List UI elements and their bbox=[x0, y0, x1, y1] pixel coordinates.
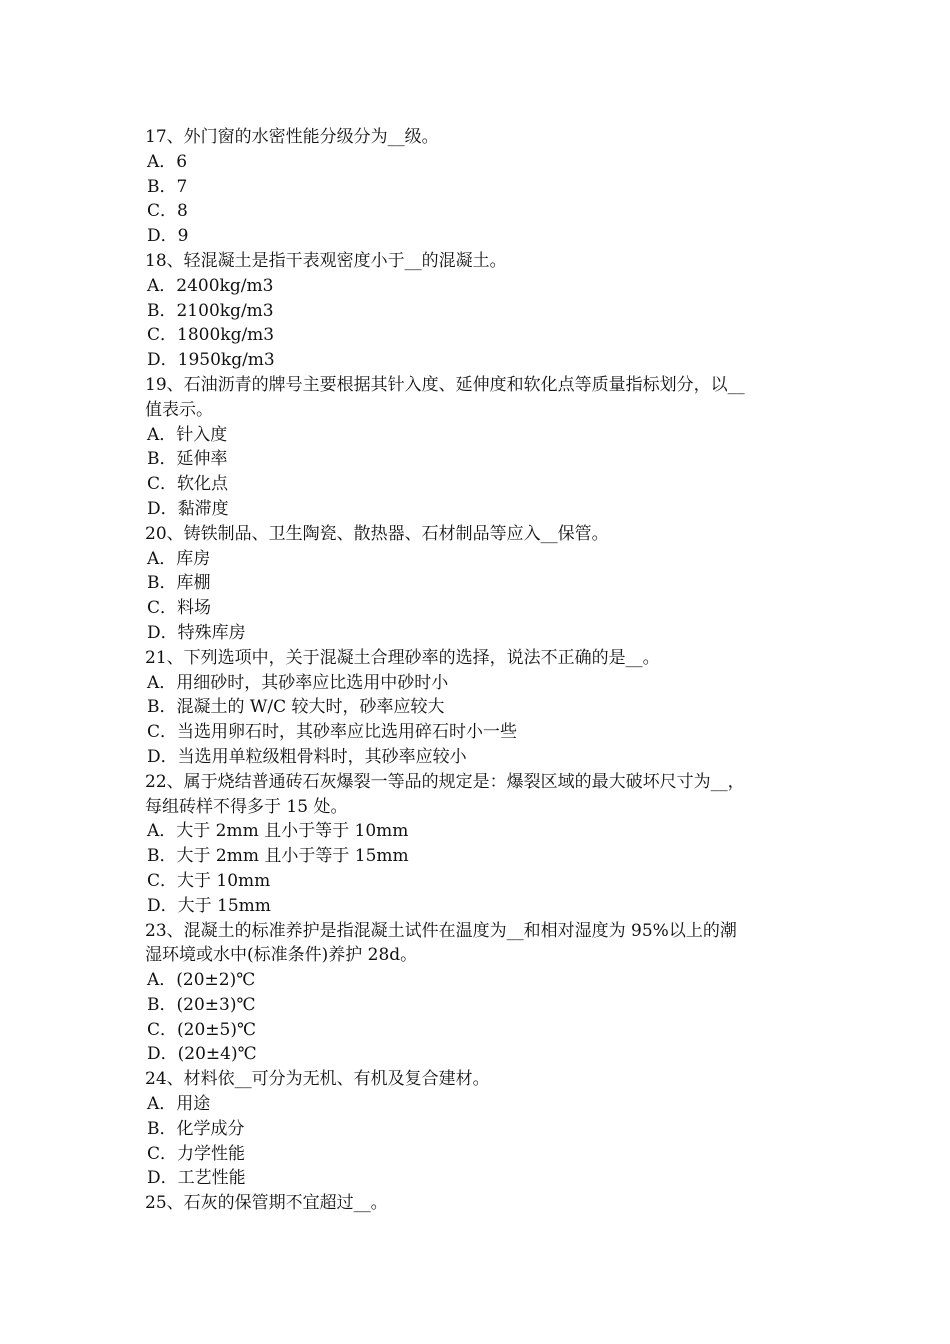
question-text: 19、石油沥青的牌号主要根据其针入度、延伸度和软化点等质量指标划分，以__ bbox=[145, 374, 745, 395]
question-20 bbox=[145, 522, 815, 646]
option-c: C．8 bbox=[147, 201, 188, 222]
question-21 bbox=[145, 646, 815, 770]
question-text: 23、混凝土的标准养护是指混凝土试件在温度为__和相对湿度为 95%以上的潮 bbox=[145, 920, 737, 941]
question-22 bbox=[145, 770, 815, 919]
question-23 bbox=[145, 919, 815, 1068]
option-c: C．软化点 bbox=[147, 474, 229, 495]
option-d: D．特殊库房 bbox=[147, 622, 246, 643]
option-b: B．2100kg/m3 bbox=[147, 300, 274, 321]
question-17 bbox=[145, 125, 815, 249]
option-a: A．用途 bbox=[147, 1094, 211, 1115]
option-d: D．大于 15mm bbox=[147, 895, 271, 916]
option-c: C．料场 bbox=[147, 598, 212, 619]
question-text-continued: 湿环境或水中(标准条件)养护 28d。 bbox=[145, 945, 418, 966]
option-c: C．大于 10mm bbox=[147, 870, 271, 891]
question-text-continued: 值表示。 bbox=[145, 399, 213, 420]
option-a: A．大于 2mm 且小于等于 10mm bbox=[147, 821, 409, 842]
question-text: 25、石灰的保管期不宜超过__。 bbox=[145, 1193, 388, 1214]
option-a: A．6 bbox=[147, 151, 188, 172]
option-d: D．黏滞度 bbox=[147, 498, 229, 519]
option-a: A．2400kg/m3 bbox=[147, 275, 274, 296]
option-b: B．化学成分 bbox=[147, 1118, 245, 1139]
question-text: 20、铸铁制品、卫生陶瓷、散热器、石材制品等应入__保管。 bbox=[145, 523, 609, 544]
option-b: B．库棚 bbox=[147, 573, 211, 594]
option-d: D．(20±4)℃ bbox=[147, 1044, 257, 1065]
question-text: 18、轻混凝土是指干表观密度小于__的混凝土。 bbox=[145, 250, 507, 271]
document-page bbox=[145, 125, 815, 1216]
option-a: A．针入度 bbox=[147, 424, 228, 445]
question-25 bbox=[145, 1191, 815, 1216]
option-b: B．大于 2mm 且小于等于 15mm bbox=[147, 846, 409, 867]
question-text: 17、外门窗的水密性能分级分为__级。 bbox=[145, 127, 439, 147]
option-c: C．(20±5)℃ bbox=[147, 1019, 256, 1040]
option-b: B．混凝土的 W/C 较大时，砂率应较大 bbox=[147, 697, 445, 718]
option-a: A．用细砂时，其砂率应比选用中砂时小 bbox=[147, 672, 449, 693]
option-c: C．力学性能 bbox=[147, 1143, 246, 1164]
option-a: A．库房 bbox=[147, 548, 211, 569]
option-d: D．工艺性能 bbox=[147, 1168, 246, 1189]
option-d: D．当选用单粒级粗骨料时，其砂率应较小 bbox=[147, 746, 467, 767]
question-24 bbox=[145, 1067, 815, 1191]
question-text: 22、属于烧结普通砖石灰爆裂一等品的规定是：爆裂区域的最大破坏尺寸为__， bbox=[145, 771, 745, 792]
option-d: D．1950kg/m3 bbox=[147, 350, 275, 371]
option-b: B．延伸率 bbox=[147, 449, 228, 470]
option-b: B．7 bbox=[147, 176, 188, 197]
option-a: A．(20±2)℃ bbox=[147, 970, 256, 991]
question-18 bbox=[145, 249, 815, 373]
option-c: C．1800kg/m3 bbox=[147, 325, 275, 346]
question-19 bbox=[145, 373, 815, 522]
option-d: D．9 bbox=[147, 226, 189, 247]
option-c: C．当选用卵石时，其砂率应比选用碎石时小一些 bbox=[147, 722, 518, 743]
question-text-continued: 每组砖样不得多于 15 处。 bbox=[145, 796, 348, 817]
question-text: 21、下列选项中，关于混凝土合理砂率的选择，说法不正确的是__。 bbox=[145, 647, 660, 668]
option-b: B．(20±3)℃ bbox=[147, 994, 256, 1015]
question-text: 24、材料依__可分为无机、有机及复合建材。 bbox=[145, 1069, 490, 1090]
